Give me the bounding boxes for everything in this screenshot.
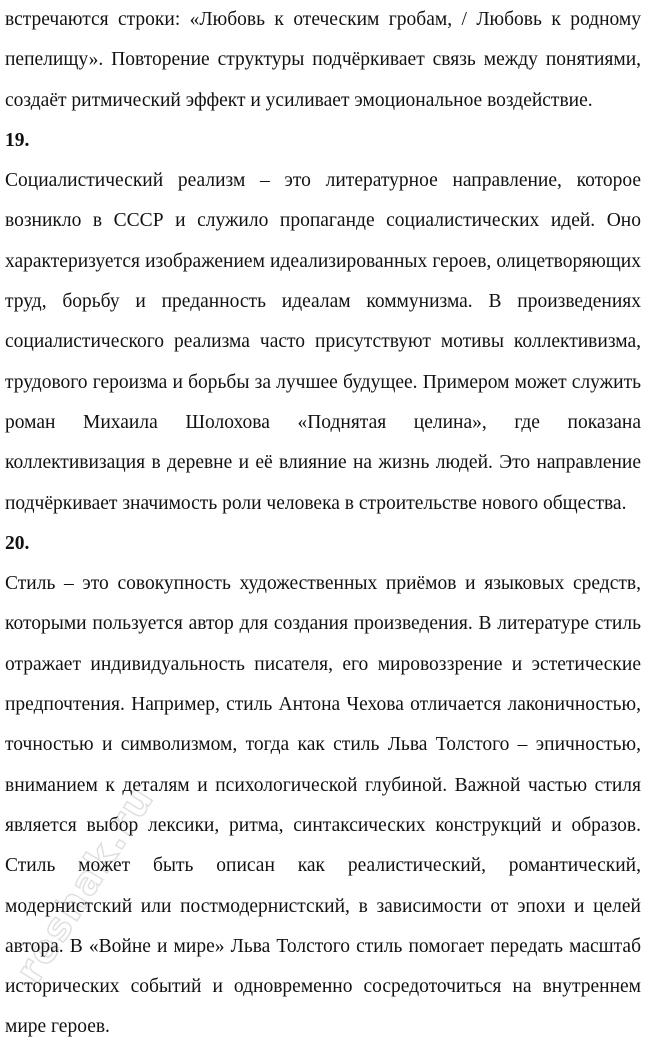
section-20-text: Стиль – это совокупность художественных приёмов и языковых средств, которыми пользуется автор для создания произведения. В литературе стиль отражает индивидуальность писателя, его мировоззрение и эстетические предпочтения. Например, стиль Антона Чехова отличается лаконичностью, точностью и символизмом, тогда как стиль Льва Толстого – эпичностью, вниманием к деталям и психологической глубиной. Важной частью стиля является выбор лексики, ритма, синтаксических конструкций и образов. Стиль может быть описан как реалистический, романтический, модернистский или постмодернистский, в зависимости от эпохи и целей автора. В «Войне и мире» Льва Толстого стиль помогает передать масштаб исторических событий и одновременно сосредоточиться на внутреннем мире героев.: [5, 573, 641, 1038]
section-20-number: 20.: [5, 532, 30, 554]
document-page: [5, 0, 641, 1048]
intro-paragraph: встречаются строки: «Любовь к отеческим гробам, / Любовь к родному пепелищу». Повторение структуры подчёркивает связь между понятиями, создаёт ритмический эффект и усиливает эмоциональное воздействие.: [5, 9, 641, 111]
section-19-number: 19.: [5, 129, 30, 151]
section-19-text: Социалистический реализм – это литературное направление, которое возникло в СССР и служило пропаганде социалистических идей. Оно характеризуется изображением идеализированных героев, олицетворяющих труд, борьбу и преданность идеалам коммунизма. В произведениях социалистического реализма часто присутствуют мотивы коллективизма, трудового героизма и борьбы за лучшее будущее. Примером может служить роман Михаила Шолохова «Поднятая целина», где показана коллективизация в деревне и её влияние на жизнь людей. Это направление подчёркивает значимость роли человека в строительстве нового общества.: [5, 170, 641, 514]
watermark-text: reshak.ru: [6, 777, 163, 991]
